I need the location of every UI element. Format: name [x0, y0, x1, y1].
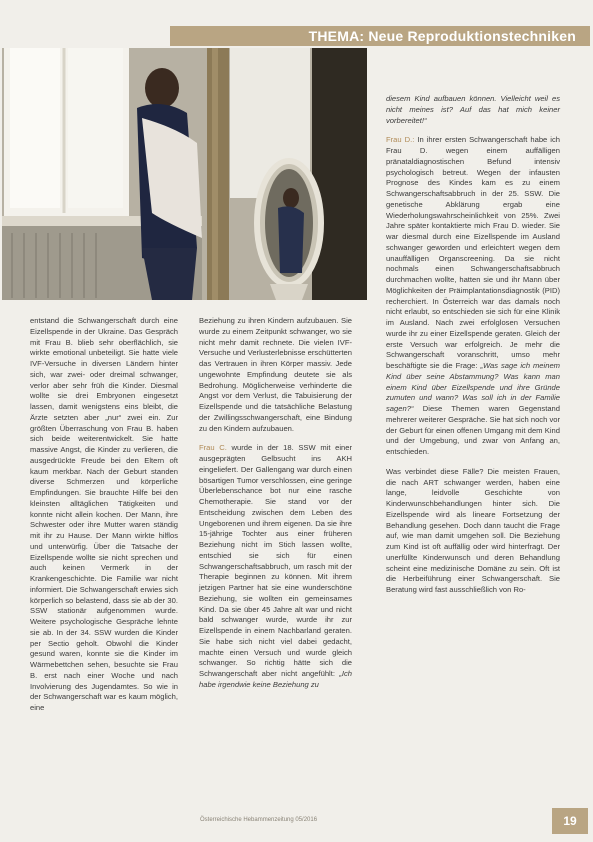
case-text-end: Diese Themen waren Gegenstand mehrerer weiterer Gespräche. Sie hat sich noch vor der Geburt für einen offenen Umgang mit dem Kind und der Umgebung, und zwar von Anfang an, entschieden. — [386, 404, 560, 456]
quote-continued: diesem Kind aufbauen können. Vielleicht weil es nicht meines ist? Auf das hat mich keiner vorbereitet!“ — [386, 94, 560, 125]
case-text: wurde in der 18. SSW mit einer ausgeprägten Gelbsucht ins AKH eingeliefert. Der Gallengang war durch einen bösartigen Tumor verschlossen, eine geringe Überlebenschance bot nur eine rasche Chemotherapie. Sie stand vor der Entscheidung zwischen dem Leben des Ungeborenen und ihrem eigenen. Da sie ihre 15-jährige Tochter aus einer früheren Beziehung nicht im Stich lassen wollte, entschied sie sich für einen Schwangerschaftsabbruch, um rasch mit der Therapie beginnen zu können. Mit ihrem jetzigen Partner hat sie eine wunderschöne Beziehung, sie wollten ein gemeinsames Kind. Da sie über 45 Jahre alt war und nicht bald schwanger wurde, wurde ihr zur Eizellspende in einem Nachbarland geraten. Sie habe sich nicht viel dabei gedacht, machte einen Versuch und wurde gleich schwanger. So richtig hätte sich die Schwangerschaft aber nicht angefühlt: — [199, 443, 352, 678]
paragraph-case-d — [386, 135, 560, 458]
case-quote: „Was sage ich meinem Kind über seine Abstammung? Was kann man einem Kind über Eizellspende und ihre Gründe zumuten und wann? Was soll ich in der Familie sagen?“ — [386, 361, 560, 413]
footer-publication: Österreichische Hebammenzeitung 05/2016 — [200, 817, 318, 823]
case-quote: „Ich habe irgendwie keine Beziehung zu — [199, 669, 352, 689]
case-lead: Frau D.: — [386, 135, 415, 145]
page-number: 19 — [552, 808, 588, 834]
woman-mirror-photo-icon — [2, 48, 367, 300]
article-column-left — [30, 316, 178, 723]
paragraph: Beziehung zu ihren Kindern aufzubauen. Sie wurde zu einem Zeitpunkt schwanger, wo sie nicht mehr damit rechnete. Die vielen IVF-Versuche und Verlusterlebnisse erschütterten das Vertrauen in ihren Körper massiv. Jede ungewohnte Empfindung deutete sie als Bedrohung. Möglicherweise verhinderte die Angst vor dem Verlust, die Tabuisierung der Eizellspende und die tatsächliche Belastung der Zwillingsschwangerschaft, eine Bindung zu den Kindern aufzubauen. — [199, 316, 352, 433]
case-text: In ihrer ersten Schwangerschaft habe ich Frau D. wegen einem auffälligen pränataldiagnostischen Befund intensiv psychologisch betreut. Wegen der infausten Prognose des Kindes kam es zu einem Schwangerschaftsabbruch in der 25. SSW. Die genetische Abklärung ergab eine Wiederholungswahrscheinlichkeit von 25%. Zwei Jahre später kontaktierte mich Frau D. wieder. Sie war diesmal durch eine Eizellspende im Ausland schwanger geworden und erleichtert wegen dem unauffälligen Organscreening. Da sie nicht nochmals einen Schwangerschaftsabbruch durchmachen wollte, hatten sie und ihr Mann über Möglichkeiten der Präimplantationsdiagnostik (PID) recherchiert. In Österreich war das damals noch nicht erlaubt, so entschieden sie sich für eine Klinik im Ausland. Nach zwei erfolglosen Versuchen wurde ihr zu einer Eizellspende geraten. Gleich der erste Versuch war erfolgreich. Je mehr die Schwangerschaft voranschritt, umso mehr beschäftigte sie die Frage: — [386, 135, 561, 370]
case-lead: Frau C. — [199, 443, 227, 453]
article-column-right — [386, 94, 560, 605]
paragraph-case-c — [199, 443, 352, 690]
article-column-middle — [199, 316, 352, 700]
article-photo — [2, 48, 367, 300]
section-title: THEMA: Neue Reproduktionstechniken — [308, 28, 576, 44]
paragraph: Was verbindet diese Fälle? Die meisten Frauen, die nach ART schwanger werden, haben eine lange, leidvolle Geschichte von Kinderwunschbehandlungen hinter sich. Die Eizellspende wird als lineare Fortsetzung der Behandlung gesehen. Doch dann taucht die Frage auf, wie man damit umgehen soll. Die Beziehung zum Kind ist oft auffällig oder wird hinterfragt. Der unerfüllte Kinderwunsch und deren Behandlung scheint eine medizinische Domäne zu sein. Oft ist die Herbeiführung einer Schwangerschaft. Sie Beratung wird fast ausschließlich von Ro- — [386, 466, 560, 594]
paragraph: entstand die Schwangerschaft durch eine Eizellspende in der Ukraine. Das Gespräch mit Frau B. blieb sehr oberflächlich, sie wirkte emotional unbeteiligt. Sie hatte viele IVF-Versuche in diversen Ländern hinter sich, war zwei- oder dreimal schwanger, verlor aber sehr früh die Kinder. Diesmal wollte sie drei Embryonen eingesetzt lassen, damit wenigstens eins bleibt, die Ärzte setzten aber „nur“ zwei ein. Zur größten Überraschung von Frau B. haben sich beide weiterentwickelt. Sie hatte massive Angst, die Kinder zu verlieren, die ausgedrückte Freude bei den Eltern oft kaum merkbar. Nach der Geburt standen diverse Schmerzen und körperliche Empfindungen. Sie brauchte Hilfe bei den kleinsten alltäglichen Tätigkeiten und konnte nicht allein kochen. Der Mann, ihre Schwester oder ihre Mutter waren ständig mit ihr zu Hause. Der Mann wirkte hilflos und unterwürfig. Über die Tatsache der Eizellspende wollte sie nicht sprechen und auch keinen Vermerk in der Krankengeschichte. Die Familie war nicht informiert. Die Schwangerschaft erwies sich körperlich so belastend, dass sie ab der 30. SSW stationär aufgenommen wurde. Weitere psychologische Gespräche lehnte sie ab. In der 34. SSW wurden die Kinder per Sectio geholt. Obwohl die Kinder gesund waren, konnte sie die Kinder im Wärmebettchen sehen, besuchte sie Frau B. erst nach einer Woche und nach Involvierung des Jugendamtes. So wie in der Schwangerschaft war es kaum möglich, eine — [30, 316, 178, 712]
header-bar — [170, 26, 590, 46]
